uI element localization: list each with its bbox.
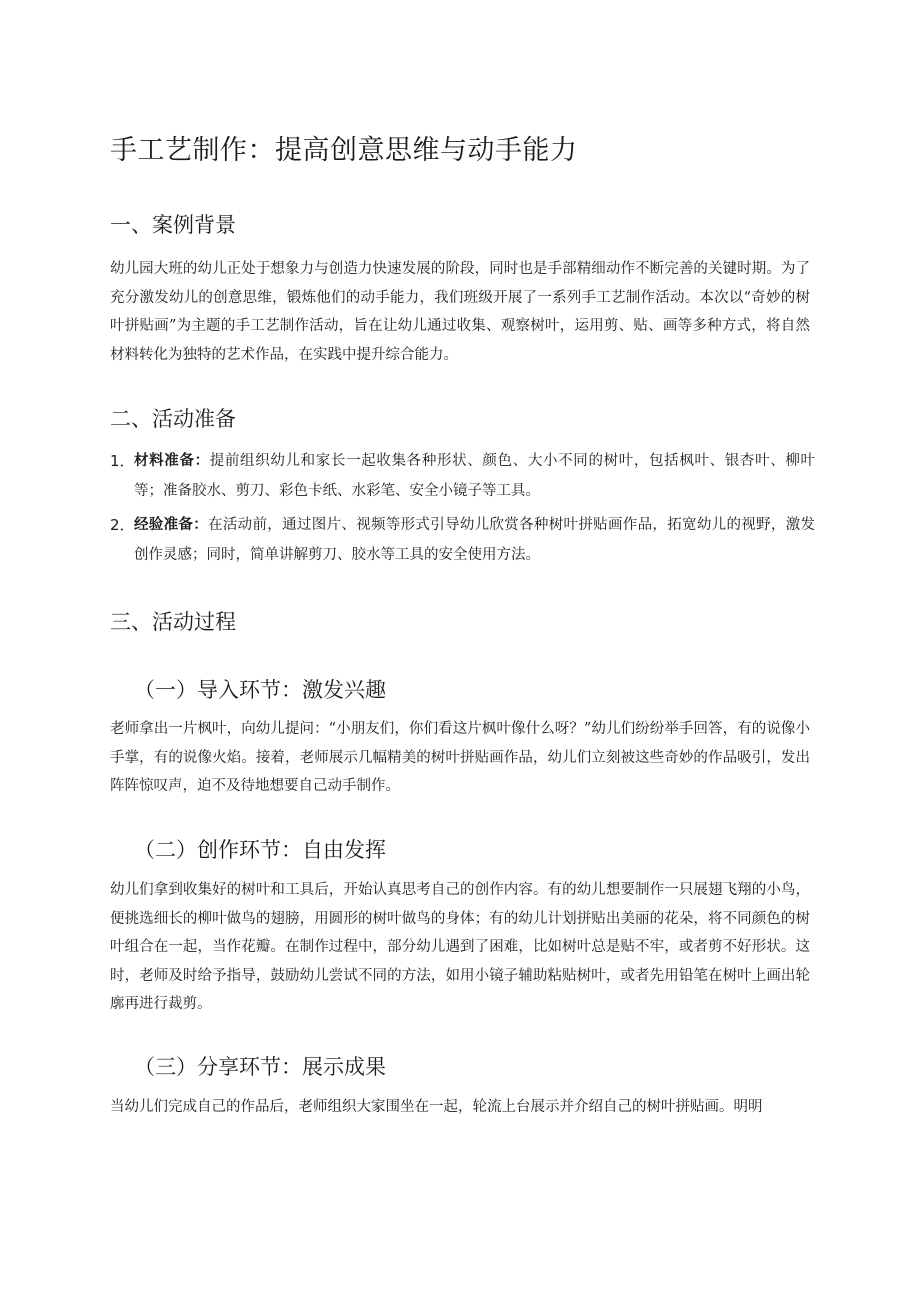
document-title: 手工艺制作：提高创意思维与动手能力 [110,135,578,166]
creation-paragraph: 幼儿们拿到收集好的树叶和工具后，开始认真思考自己的创作内容。有的幼儿想要制作一只展翅飞翔的小鸟，便挑选细长的柳叶做鸟的翅膀，用圆形的树叶做鸟的身体；有的幼儿计划拼贴出美丽的花朵，将不同颜色的树叶组合在一起，当作花瓣。在制作过程中，部分幼儿遇到了困难，比如树叶总是贴不牢，或者剪不好形状。这时，老师及时给予指导，鼓励幼儿尝试不同的方法，如用小镜子辅助粘贴树叶，或者先用铅笔在树叶上画出轮廓再进行裁剪。 [110,882,810,1012]
intro-paragraph: 老师拿出一片枫叶，向幼儿提问：“小朋友们，你们看这片枫叶像什么呀？”幼儿们纷纷举手回答，有的说像小手掌，有的说像火焰。接着，老师展示几幅精美的树叶拼贴画作品，幼儿们立刻被这些奇妙的作品吸引，发出阵阵惊叹声，迫不及待地想要自己动手制作。 [110,721,810,794]
section-heading-process: 三、活动过程 [110,610,236,634]
background-paragraph: 幼儿园大班的幼儿正处于想象力与创造力快速发展的阶段，同时也是手部精细动作不断完善的关键时期。为了充分激发幼儿的创意思维，锻炼他们的动手能力，我们班级开展了一系列手工艺制作活动。本次以“奇妙的树叶拼贴画”为主题的手工艺制作活动，旨在让幼儿通过收集、观察树叶，运用剪、贴、画等多种方式，将自然材料转化为独特的艺术作品，在实践中提升综合能力。 [110,261,810,363]
list-item-body [110,446,815,506]
subsection-heading-creation: （二）创作环节：自由发挥 [134,838,386,862]
section-heading-background: 一、案例背景 [110,213,236,237]
list-item-number: 1． [110,452,135,470]
list-item-label: 经验准备： [134,516,209,533]
list-item-number: 2． [110,516,135,534]
list-item-label: 材料准备： [134,452,210,469]
subsection-heading-sharing: （三）分享环节：展示成果 [134,1055,386,1079]
subsection-heading-intro: （一）导入环节：激发兴趣 [134,678,386,702]
section-heading-preparation: 二、活动准备 [110,407,236,431]
list-item [110,510,815,570]
list-item-body [110,510,815,570]
list-item-text: 在活动前，通过图片、视频等形式引导幼儿欣赏各种树叶拼贴画作品，拓宽幼儿的视野，激发创作灵感；同时，简单讲解剪刀、胶水等工具的安全使用方法。 [134,517,816,563]
sharing-paragraph: 当幼儿们完成自己的作品后，老师组织大家围坐在一起，轮流上台展示并介绍自己的树叶拼贴画。明明 [110,1099,763,1115]
list-item-text: 提前组织幼儿和家长一起收集各种形状、颜色、大小不同的树叶，包括枫叶、银杏叶、柳叶等；准备胶水、剪刀、彩色卡纸、水彩笔、安全小镜子等工具。 [134,453,816,499]
list-item [110,446,815,506]
